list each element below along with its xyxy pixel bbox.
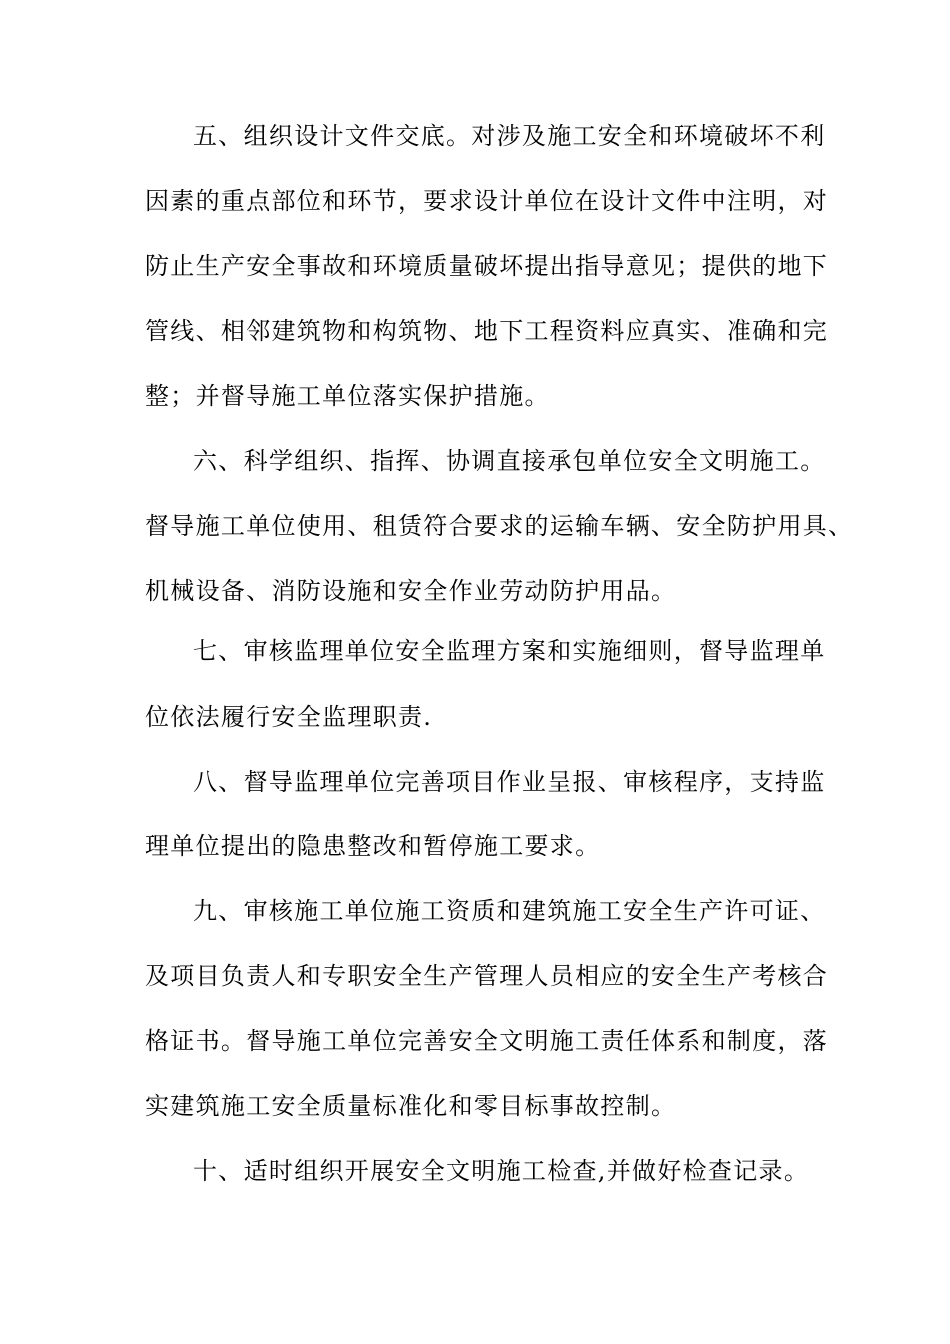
paragraph-7-line-1: 七、审核监理单位安全监理方案和实施细则，督导监理单: [193, 637, 826, 665]
paragraph-6-line-1: 六、科学组织、指挥、协调直接承包单位安全文明施工。: [193, 447, 826, 475]
paragraph-8-line-1: 八、督导监理单位完善项目作业呈报、审核程序，支持监: [193, 768, 826, 796]
paragraph-8-line-2: 理单位提出的隐患整改和暂停施工要求。: [145, 832, 601, 860]
paragraph-5-line-5: 整；并督导施工单位落实保护措施。: [145, 382, 550, 410]
paragraph-10-line-1: 十、适时组织开展安全文明施工检查,并做好检查记录。: [193, 1157, 810, 1185]
paragraph-6-line-3: 机械设备、消防设施和安全作业劳动防护用品。: [145, 577, 677, 605]
paragraph-9-line-1: 九、审核施工单位施工资质和建筑施工安全生产许可证、: [193, 897, 826, 925]
paragraph-7-line-2: 位依法履行安全监理职责.: [145, 703, 433, 731]
paragraph-9-line-2: 及项目负责人和专职安全生产管理人员相应的安全生产考核合: [145, 962, 829, 990]
paragraph-9-line-3: 格证书。督导施工单位完善安全文明施工责任体系和制度，落: [145, 1027, 829, 1055]
paragraph-5-line-4: 管线、相邻建筑物和构筑物、地下工程资料应真实、准确和完: [145, 317, 829, 345]
paragraph-5-line-1: 五、组织设计文件交底。对涉及施工安全和环境破坏不利: [193, 122, 826, 150]
paragraph-6-line-2: 督导施工单位使用、租赁符合要求的运输车辆、安全防护用具、: [145, 512, 854, 540]
paragraph-5-line-2: 因素的重点部位和环节，要求设计单位在设计文件中注明，对: [145, 187, 829, 215]
paragraph-5-line-3: 防止生产安全事故和环境质量破坏提出指导意见；提供的地下: [145, 252, 829, 280]
paragraph-9-line-4: 实建筑施工安全质量标准化和零目标事故控制。: [145, 1092, 677, 1120]
